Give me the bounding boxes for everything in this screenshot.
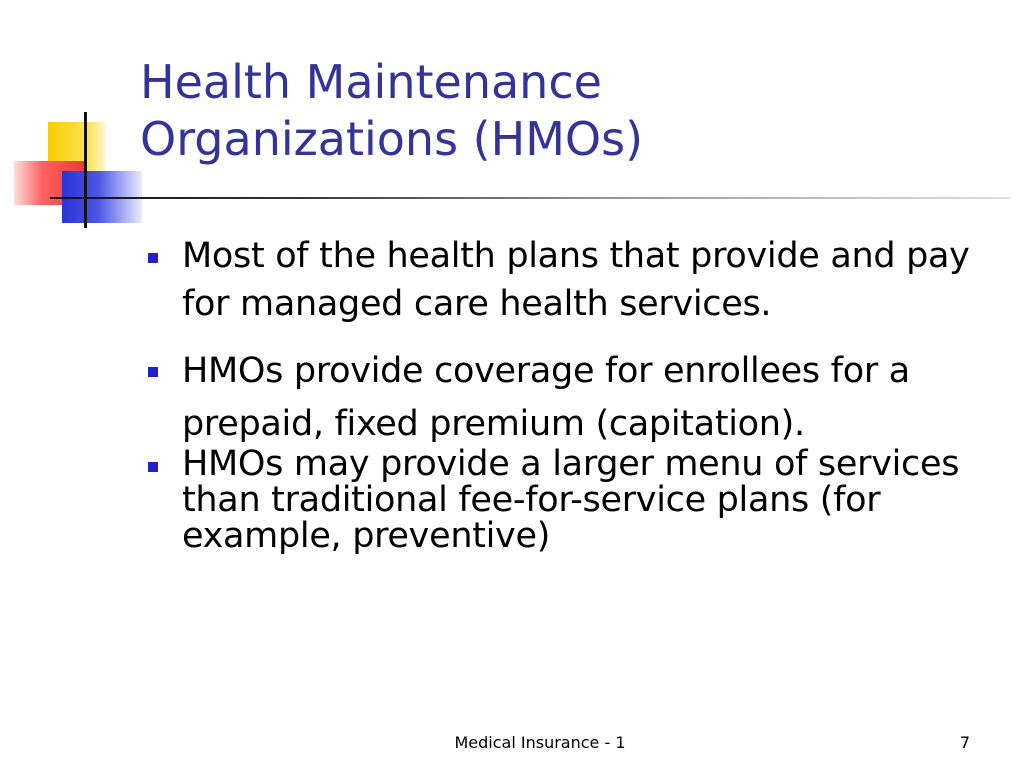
slide-title — [140, 54, 1000, 168]
bullet-item — [145, 345, 1005, 451]
slide-title-line-1: Health Maintenance — [140, 55, 602, 109]
page-number: 7 — [959, 733, 970, 752]
bullet-square-icon — [148, 253, 158, 263]
bullet-list — [145, 232, 1005, 554]
title-underline — [50, 197, 1010, 199]
vertical-divider-line — [84, 112, 87, 228]
bullet-item — [145, 232, 1005, 328]
bullet-text: HMOs may provide a larger menu of services than traditional fee-for-service plans (for example, preventive) — [182, 444, 960, 556]
bullet-square-icon — [148, 462, 158, 472]
bullet-item — [145, 446, 1005, 554]
bullet-square-icon — [148, 367, 158, 377]
bullet-text: HMOs provide coverage for enrollees for a prepaid, fixed premium (capitation). — [182, 351, 910, 444]
slide-title-line-2: Organizations (HMOs) — [140, 112, 644, 166]
bullet-text: Most of the health plans that provide and pay for managed care health services. — [182, 236, 970, 324]
footer-title: Medical Insurance - 1 — [454, 733, 626, 752]
